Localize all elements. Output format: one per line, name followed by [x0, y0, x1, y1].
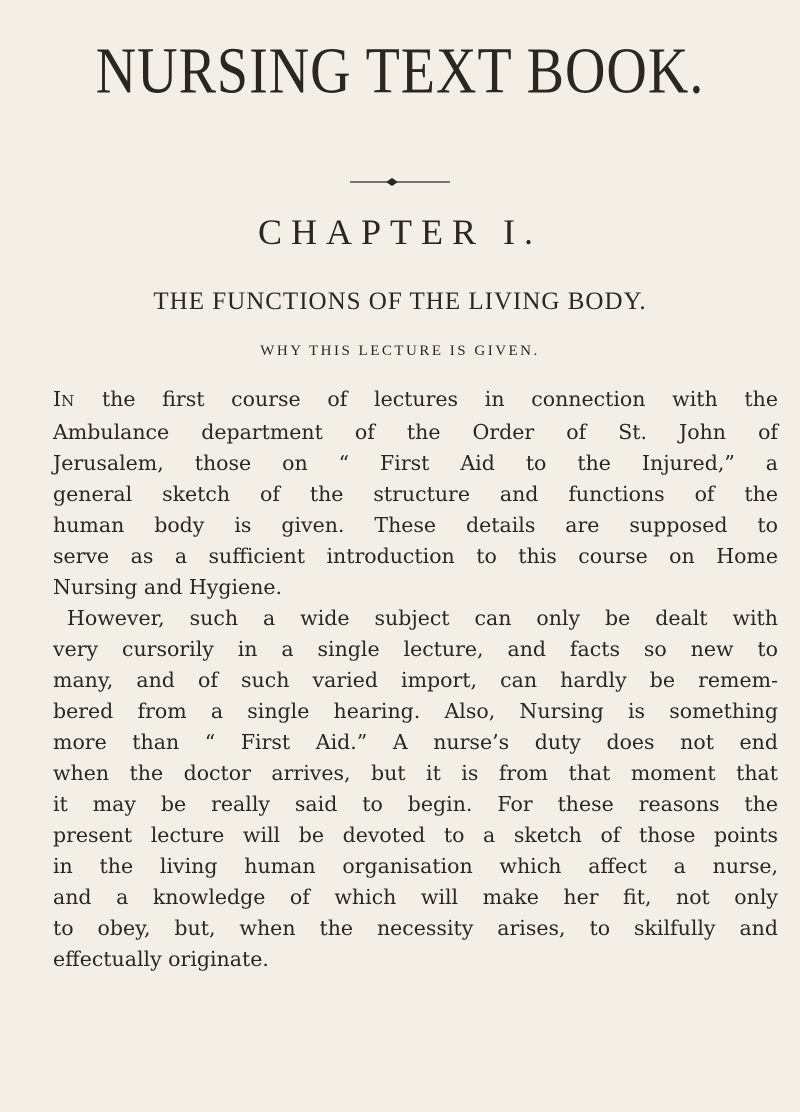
text-line: effectually originate. [53, 947, 269, 971]
text-line: human body is given. These details are supposed to [53, 513, 778, 537]
text-line: general sketch of the structure and functions of the [53, 482, 778, 506]
text-line: many, and of such varied import, can hardly be remem- [53, 668, 778, 692]
body-text [53, 384, 778, 975]
chapter-heading: CHAPTER I. [257, 212, 542, 252]
text-line: more than “ First Aid.” A nurse’s duty does not end [53, 730, 778, 754]
text-line: when the doctor arrives, but it is from that moment that [53, 761, 778, 785]
text-line: serve as a sufficient introduction to this course on Home [53, 544, 778, 568]
section-subheading: WHY THIS LECTURE IS GIVEN. [260, 343, 540, 359]
text-line: Jerusalem, those on “ First Aid to the Injured,” a [53, 451, 778, 475]
text-line: However, such a wide subject can only be dealt with [67, 606, 778, 630]
text-line: Nursing and Hygiene. [53, 575, 283, 599]
text-line: IN the first course of lectures in connection with the [53, 387, 778, 411]
text-line: and a knowledge of which will make her fit, not only [53, 885, 778, 909]
text-line: very cursorily in a single lecture, and facts so new to [53, 637, 778, 661]
text-line: Ambulance department of the Order of St. John of [53, 420, 778, 444]
text-line: bered from a single hearing. Also, Nursing is something [53, 699, 778, 723]
drop-initial: I [53, 387, 62, 411]
paragraph-2 [53, 603, 778, 975]
diamond-rule-ornament [350, 176, 450, 188]
section-title: THE FUNCTIONS OF THE LIVING BODY. [153, 288, 647, 315]
text-line: to obey, but, when the necessity arises, to skilfully and [53, 916, 778, 940]
text-line: in the living human organisation which affect a nurse, [53, 854, 778, 878]
paragraph-1 [53, 384, 778, 603]
small-caps-text: N [61, 392, 76, 410]
book-title: NURSING TEXT BOOK. [95, 34, 705, 108]
text-line: present lecture will be devoted to a sketch of those points [53, 823, 778, 847]
text-line: it may be really said to begin. For these reasons the [53, 792, 778, 816]
